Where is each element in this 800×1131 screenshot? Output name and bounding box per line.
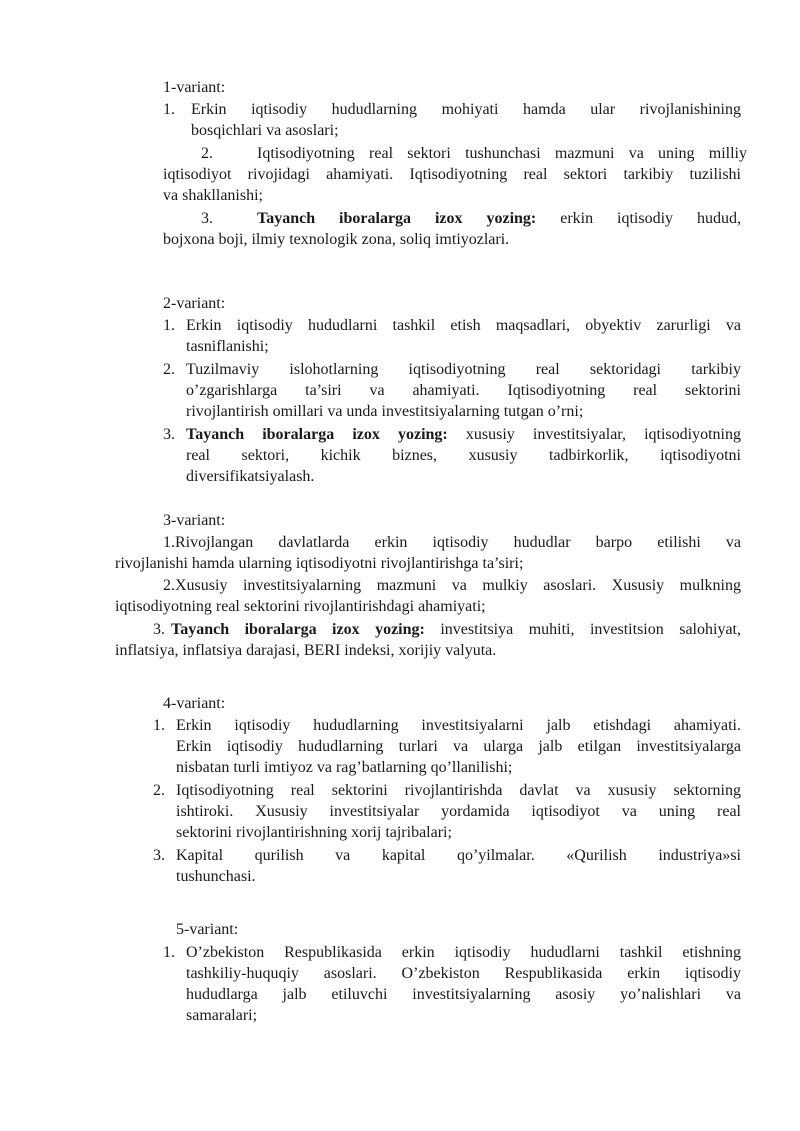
variant-5-item-1-line-1: O’zbekiston Respublikasida erkin iqtisodiy hududlarni tashkil etishning (186, 944, 741, 961)
variant-1-item-3-keyword: Tayanch iboralarga izox yozing: (257, 210, 537, 227)
variant-5-heading: 5-variant: (176, 921, 239, 938)
variant-4-item-1-line-1: Erkin iqtisodiy hududlarning investitsiyalarni jalb etishdagi ahamiyati. (176, 717, 741, 734)
variant-4-item-2-line-2: ishtiroki. Xususiy investitsiyalar yordamida iqtisodiyot va uning real (176, 803, 741, 820)
variant-4-item-2-line-1: Iqtisodiyotning real sektorini rivojlantirishda davlat va xususiy sektorning (176, 782, 741, 799)
variant-4-item-2-line-3: sektorini rivojlantirishning xorij tajribalari; (176, 824, 452, 841)
variant-4-item-2-number: 2. (153, 782, 165, 799)
variant-3-paragraph-3-keyword: Tayanch iboralarga izox yozing: (171, 621, 425, 638)
variant-3-paragraph-3-line-1 (171, 620, 741, 640)
variant-4-item-1-number: 1. (153, 717, 165, 734)
variant-4-item-1-line-3: nisbatan turli imtiyoz va rag’batlarning qo’llanilishi; (176, 759, 513, 776)
variant-5-item-1-number: 1. (163, 944, 175, 961)
variant-1-item-2-number: 2. (201, 145, 213, 162)
variant-2-item-2-line-3: rivojlantirish omillari va unda investitsiyalarning tutgan o’rni; (186, 403, 584, 420)
variant-2-item-2-line-2: o’zgarishlarga ta’siri va ahamiyati. Iqtisodiyotning real sektorini (186, 382, 741, 399)
variant-2-item-1-line-2: tasniflanishi; (186, 338, 269, 355)
variant-2-item-2-line-1: Tuzilmaviy islohotlarning iqtisodiyotning real sektoridagi tarkibiy (186, 361, 741, 378)
variant-1-heading: 1-variant: (163, 79, 226, 96)
variant-2-item-3-keyword: Tayanch iboralarga izox yozing: (186, 426, 448, 443)
variant-3-paragraph-3-line-2: inflatsiya, inflatsiya darajasi, BERI indeksi, xorijiy valyuta. (115, 642, 497, 659)
variant-2-item-1-line-1: Erkin iqtisodiy hududlarni tashkil etish maqsadlari, obyektiv zarurligi va (186, 317, 741, 334)
variant-1-item-1-line-1: Erkin iqtisodiy hududlarning mohiyati hamda ular rivojlanishining (191, 101, 741, 118)
variant-4-item-3-line-1: Kapital qurilish va kapital qo’yilmalar. «Qurilish industriya»si (176, 847, 741, 864)
variant-3-paragraph-1-line-1: 1.Rivojlangan davlatlarda erkin iqtisodiy hududlar barpo etilishi va (163, 534, 741, 551)
variant-1-item-3-line-1-rest: erkin iqtisodiy hudud, (560, 210, 741, 227)
variant-3-paragraph-2-line-1: 2.Xususiy investitsiyalarning mazmuni va mulkiy asoslari. Xususiy mulkning (163, 577, 741, 594)
variant-2-item-1-number: 1. (163, 317, 175, 334)
variant-4-heading: 4-variant: (163, 695, 226, 712)
variant-1-item-3-line-2: bojxona boji, ilmiy texnologik zona, soliq imtiyozlari. (163, 231, 510, 248)
variant-1-item-2-line-3: va shakllanishi; (163, 187, 263, 204)
variant-2-item-3-line-3: diversifikatsiyalash. (186, 468, 315, 485)
variant-3-paragraph-1-line-2: rivojlanishi hamda ularning iqtisodiyotni rivojlantirishga ta’siri; (115, 555, 524, 572)
variant-4-item-1-line-2: Erkin iqtisodiy hududlarning turlari va ularga jalb etilgan investitsiyalarga (176, 738, 741, 755)
variant-2-item-3-number: 3. (163, 426, 175, 443)
variant-2-item-3-line-1 (186, 425, 741, 445)
variant-4-item-3-number: 3. (153, 847, 165, 864)
variant-1-item-3-line-1 (257, 209, 741, 229)
variant-1-item-2-line-2: iqtisodiyot rivojidagi ahamiyati. Iqtisodiyotning real sektori tarkibiy tuzilishi (163, 166, 741, 183)
variant-1-item-1-number: 1. (163, 101, 175, 118)
variant-4-item-3-line-2: tushunchasi. (176, 868, 256, 885)
variant-5-item-1-line-3: hududlarga jalb etiluvchi investitsiyalarning asosiy yo’nalishlari va (186, 986, 741, 1003)
variant-1-item-3-number: 3. (201, 210, 213, 227)
variant-5-item-1-line-2: tashkiliy-huquqiy asoslari. O’zbekiston Respublikasida erkin iqtisodiy (186, 965, 741, 982)
variant-3-paragraph-2-line-2: iqtisodiyotning real sektorini rivojlantirishdagi ahamiyati; (115, 598, 486, 615)
variant-2-item-2-number: 2. (163, 361, 175, 378)
variant-2-item-3-line-2: real sektori, kichik biznes, xususiy tadbirkorlik, iqtisodiyotni (186, 447, 741, 464)
variant-3-heading: 3-variant: (163, 512, 226, 529)
variant-2-item-3-line-1-rest: xususiy investitsiyalar, iqtisodiyotning (465, 426, 741, 443)
variant-5-item-1-line-4: samaralari; (186, 1007, 258, 1024)
variant-3-paragraph-3-number: 3. (153, 621, 165, 638)
variant-1-item-1-line-2: bosqichlari va asoslari; (191, 122, 339, 139)
variant-2-heading: 2-variant: (163, 295, 226, 312)
variant-1-item-2-line-1: Iqtisodiyotning real sektori tushunchasi mazmuni va uning milliy (257, 145, 747, 162)
variant-3-paragraph-3-line-1-rest: investitsiya muhiti, investitsion salohiyat, (440, 621, 741, 638)
